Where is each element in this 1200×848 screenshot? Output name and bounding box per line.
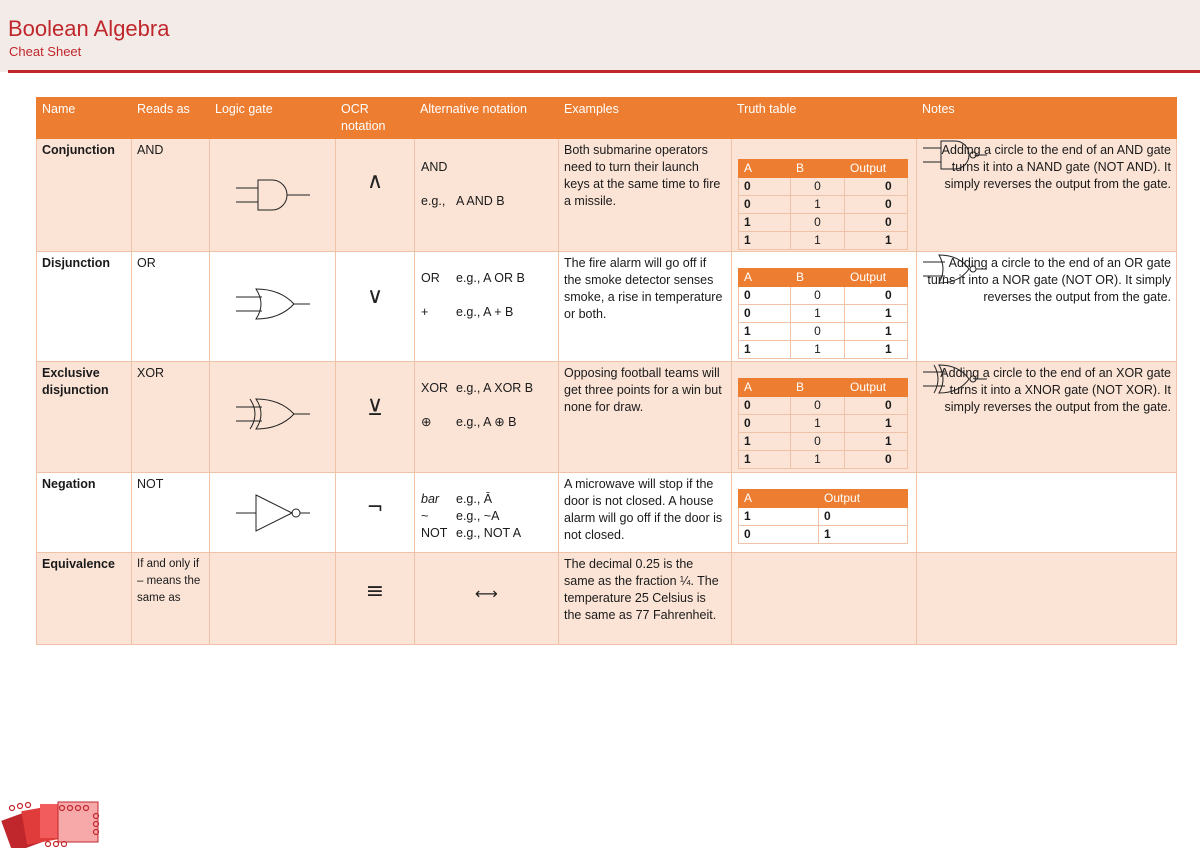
row-truth-table bbox=[732, 252, 917, 362]
and-gate-icon bbox=[210, 139, 336, 252]
truth-table: A B Output 0 0 0 0 1 1 1 0 1 1 1 1 bbox=[738, 268, 908, 359]
xor-gate-icon bbox=[210, 362, 336, 473]
nor-gate-icon bbox=[923, 252, 1003, 288]
col-header-examples: Examples bbox=[559, 98, 732, 139]
row-logic-gate bbox=[210, 252, 336, 362]
row-alternative-notation bbox=[415, 252, 559, 362]
alt-notation: e.g., NOT A bbox=[456, 526, 522, 540]
col-header-ocr-notation: OCR notation bbox=[336, 98, 415, 139]
alt-notation: + bbox=[421, 305, 429, 319]
row-reads-as: OR bbox=[132, 252, 210, 362]
col-header-notes: Notes bbox=[917, 98, 1177, 139]
xnor-gate-icon bbox=[923, 362, 1003, 398]
alt-notation: ~ bbox=[421, 509, 429, 523]
row-logic-gate bbox=[210, 362, 336, 473]
alt-notation: XOR bbox=[421, 381, 449, 395]
alt-notation: e.g., A ⊕ B bbox=[456, 415, 517, 429]
row-truth-table bbox=[732, 553, 917, 645]
alt-notation: ⟷ bbox=[475, 584, 498, 603]
truth-table: A B Output 0 0 0 0 1 0 1 0 0 1 1 1 bbox=[738, 159, 908, 250]
row-truth-table bbox=[732, 473, 917, 553]
row-ocr-notation bbox=[336, 252, 415, 362]
note-text: Adding a circle to the end of an OR gate turns it into a NOR gate (NOT OR). It simply reverses the output from the gate. bbox=[927, 256, 1171, 304]
alt-notation: e.g., A OR B bbox=[456, 271, 525, 285]
row-example: The decimal 0.25 is the same as the fraction ¼. The temperature 25 Celsius is the same as 77 Fahrenheit. bbox=[559, 553, 732, 645]
alt-notation: e.g., ~A bbox=[456, 509, 500, 523]
row-notes bbox=[917, 473, 1177, 553]
not-gate-icon bbox=[210, 473, 336, 553]
cheat-sheet-table bbox=[36, 97, 1177, 645]
ocr-symbol: ≡ bbox=[365, 579, 385, 604]
row-example: A microwave will stop if the door is not closed. A house alarm will go off if the door is not closed. bbox=[559, 473, 732, 553]
nand-gate-icon bbox=[923, 139, 1003, 175]
truth-table: A B Output 0 0 0 0 1 1 1 0 1 1 1 0 bbox=[738, 378, 908, 469]
row-notes bbox=[917, 139, 1177, 252]
table-row bbox=[37, 473, 1177, 553]
row-notes bbox=[917, 252, 1177, 362]
row-name: Disjunction bbox=[37, 252, 132, 362]
col-header-reads-as: Reads as bbox=[132, 98, 210, 139]
row-reads-as: NOT bbox=[132, 473, 210, 553]
alt-notation: e.g., Ā bbox=[456, 492, 493, 506]
ocr-symbol: ¬ bbox=[366, 495, 384, 519]
row-logic-gate bbox=[210, 553, 336, 645]
col-header-alternative-notation: Alternative notation bbox=[415, 98, 559, 139]
or-gate-icon bbox=[210, 252, 336, 362]
col-header-truth-table: Truth table bbox=[732, 98, 917, 139]
table-row bbox=[37, 252, 1177, 362]
row-reads-as: AND bbox=[132, 139, 210, 252]
header-divider bbox=[8, 70, 1200, 73]
row-alternative-notation bbox=[415, 553, 559, 645]
ocr-symbol: ⊻ bbox=[366, 396, 384, 421]
ocr-symbol: ∨ bbox=[366, 284, 384, 309]
row-ocr-notation bbox=[336, 139, 415, 252]
row-example: Both submarine operators need to turn their launch keys at the same time to fire a missile. bbox=[559, 139, 732, 252]
page-title: Boolean Algebra bbox=[8, 16, 170, 41]
logo-icon bbox=[0, 800, 110, 848]
alt-notation: bar bbox=[421, 492, 440, 506]
table-row bbox=[37, 553, 1177, 645]
row-notes bbox=[917, 553, 1177, 645]
row-logic-gate bbox=[210, 473, 336, 553]
row-example: Opposing football teams will get three points for a win but none for draw. bbox=[559, 362, 732, 473]
row-example: The fire alarm will go off if the smoke detector senses smoke, a rise in temperature or both. bbox=[559, 252, 732, 362]
note-text: Adding a circle to the end of an AND gate turns it into a NAND gate (NOT AND). It simply reverses the output from the gate. bbox=[941, 143, 1171, 191]
page-header bbox=[0, 0, 1200, 72]
alt-notation: e.g., A + B bbox=[456, 305, 514, 319]
alt-notation: A AND B bbox=[456, 194, 505, 208]
ocr-symbol: ∧ bbox=[366, 169, 384, 194]
row-name: Negation bbox=[37, 473, 132, 553]
alt-notation: e.g., bbox=[421, 194, 446, 208]
alt-notation: e.g., A XOR B bbox=[456, 381, 534, 395]
col-header-logic-gate: Logic gate bbox=[210, 98, 336, 139]
row-truth-table bbox=[732, 362, 917, 473]
row-notes bbox=[917, 362, 1177, 473]
alt-notation: AND bbox=[421, 160, 448, 174]
table-row bbox=[37, 362, 1177, 473]
row-ocr-notation bbox=[336, 362, 415, 473]
row-ocr-notation bbox=[336, 553, 415, 645]
alt-notation: ⊕ bbox=[421, 415, 432, 429]
alt-notation: OR bbox=[421, 271, 440, 285]
row-reads-as: XOR bbox=[132, 362, 210, 473]
row-alternative-notation bbox=[415, 473, 559, 553]
table-row bbox=[37, 139, 1177, 252]
row-truth-table bbox=[732, 139, 917, 252]
col-header-name: Name bbox=[37, 98, 132, 139]
row-name: Conjunction bbox=[37, 139, 132, 252]
table-header-row bbox=[37, 98, 1177, 139]
row-alternative-notation bbox=[415, 362, 559, 473]
truth-table: A Output 1 0 0 1 bbox=[738, 489, 908, 544]
row-ocr-notation bbox=[336, 473, 415, 553]
row-name: Exclusive disjunction bbox=[37, 362, 132, 473]
alt-notation: NOT bbox=[421, 526, 448, 540]
row-logic-gate bbox=[210, 139, 336, 252]
row-reads-as: If and only if – means the same as bbox=[132, 553, 210, 645]
note-text: Adding a circle to the end of an XOR gate turns it into a XNOR gate (NOT XOR). It simply reverses the output from the gate. bbox=[940, 366, 1171, 414]
row-alternative-notation bbox=[415, 139, 559, 252]
page-subtitle: Cheat Sheet bbox=[9, 44, 82, 59]
row-name: Equivalence bbox=[37, 553, 132, 645]
